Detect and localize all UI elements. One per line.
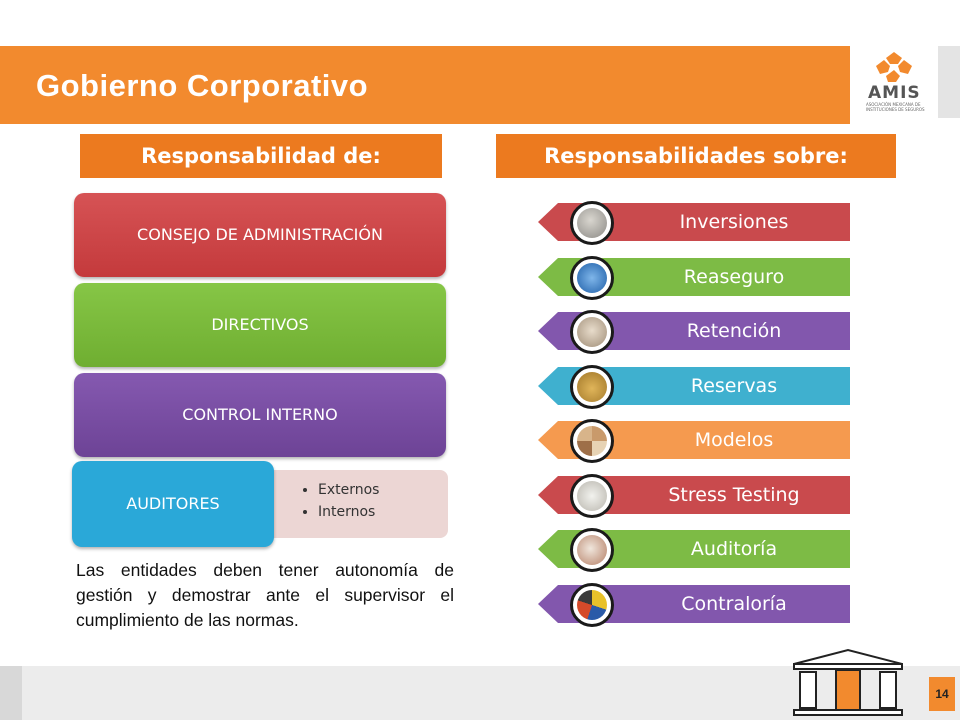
responsibility-auditoria <box>538 530 850 568</box>
responsibility-reaseguro <box>538 258 850 296</box>
responsibility-stress-testing <box>538 476 850 514</box>
responsibility-inversiones <box>538 203 850 241</box>
puzzle-icon <box>570 419 614 463</box>
logo-name: AMIS <box>868 83 921 103</box>
directivos-label: DIRECTIVOS <box>211 315 309 334</box>
arrow-shape <box>538 367 558 405</box>
footer-accent <box>0 666 22 720</box>
stress-ball-icon <box>570 474 614 518</box>
arrow-shape <box>538 530 558 568</box>
page-title: Gobierno Corporativo <box>36 68 369 103</box>
auditores-label: AUDITORES <box>126 494 220 513</box>
logo-subtitle: ASOCIACIÓN MEXICANA DE INSTITUCIONES DE SEGUROS <box>866 102 925 112</box>
responsibility-contraloria <box>538 585 850 623</box>
consejo-label: CONSEJO DE ADMINISTRACIÓN <box>137 225 383 244</box>
control-interno-label: CONTROL INTERNO <box>182 405 338 424</box>
page-number: 14 <box>929 677 955 711</box>
item-label: Reservas <box>690 375 778 397</box>
amis-logo-icon <box>852 48 936 88</box>
left-header: Responsabilidad de: <box>80 134 442 178</box>
directivos-box <box>74 283 446 367</box>
item-label: Stress Testing <box>668 484 800 506</box>
responsibility-modelos <box>538 421 850 459</box>
arrow-shape <box>538 258 558 296</box>
arrow-shape <box>538 203 558 241</box>
item-label: Retención <box>686 320 782 342</box>
item-label: Modelos <box>694 429 774 451</box>
arrow-shape <box>538 476 558 514</box>
auditores-list <box>300 479 379 523</box>
arrow-shape <box>538 421 558 459</box>
logo-divider <box>938 46 960 118</box>
right-header: Responsabilidades sobre: <box>496 134 896 178</box>
item-label: Reaseguro <box>683 266 785 288</box>
responsibility-retencion <box>538 312 850 350</box>
building-columns-icon <box>788 646 908 718</box>
arrow-shape <box>538 312 558 350</box>
consejo-box <box>74 193 446 277</box>
description-paragraph: Las entidades deben tener autonomía de gestión y demostrar ante el supervisor el cumplimiento de las normas. <box>76 560 454 630</box>
control-interno-box <box>74 373 446 457</box>
magnifier-icon <box>570 528 614 572</box>
logo <box>852 46 936 124</box>
item-label: Contraloría <box>681 593 787 615</box>
arrow-shape <box>538 585 558 623</box>
money-hand-icon <box>570 201 614 245</box>
item-label: Inversiones <box>679 211 789 233</box>
auditores-box <box>72 461 274 547</box>
money-bag-icon <box>570 365 614 409</box>
item-label: Auditoría <box>690 538 778 560</box>
handshake-icon <box>570 256 614 300</box>
shell-icon <box>570 310 614 354</box>
list-item: • Internos <box>318 501 379 523</box>
responsibility-reservas <box>538 367 850 405</box>
inspector-icon <box>570 583 614 627</box>
list-item: • Externos <box>318 479 379 501</box>
